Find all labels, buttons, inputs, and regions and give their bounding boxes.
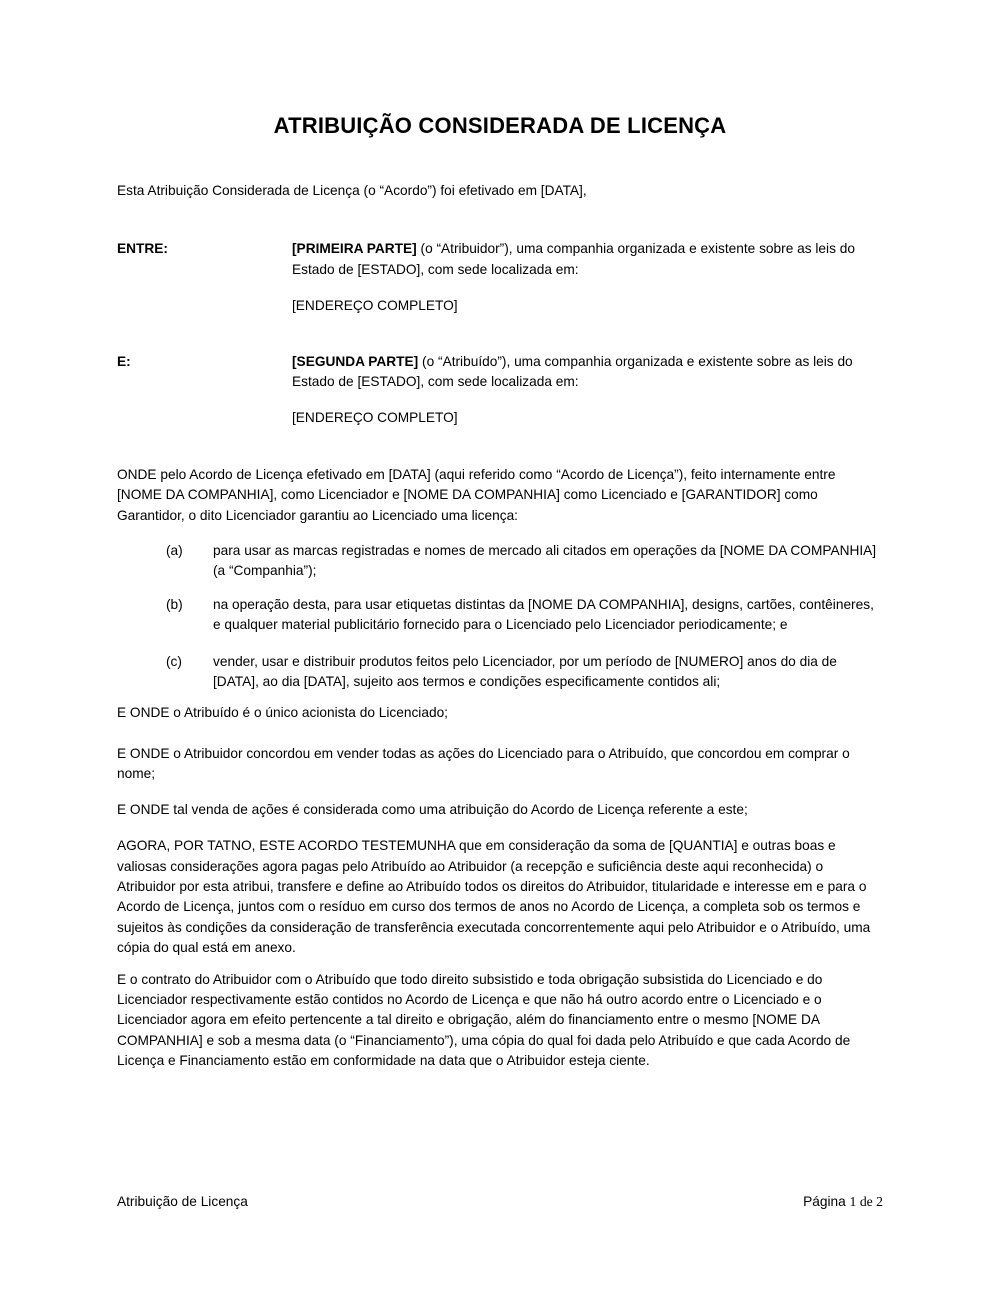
item-text-c: vender, usar e distribuir produtos feitos pelo Licenciador, por um período de [NUMERO] anos do dia de [DATA], ao dia [DATA], sujeito aos termos e condições especificamente contidos ali; xyxy=(213,653,837,690)
party-description-second xyxy=(292,352,883,393)
party-text-rest-first: (o “Atribuidor”), uma companhia organizada e existente sobre as leis do Estado de [ESTADO], com sede localizada em: xyxy=(292,241,855,277)
whereas-clause-2: E ONDE o Atribuidor concordou em vender todas as ações do Licenciado para o Atribuído, que concordou em comprar o nome; xyxy=(117,745,850,782)
license-item-c xyxy=(166,652,883,693)
party-label-entre: ENTRE: xyxy=(117,241,168,257)
item-text-a: para usar as marcas registradas e nomes de mercado ali citados em operações da [NOME DA COMPANHIA] (a “Companhia”); xyxy=(213,543,877,579)
whereas-clause-1: E ONDE o Atribuído é o único acionista do Licenciado; xyxy=(117,704,448,720)
item-marker-b: (b) xyxy=(166,596,183,612)
now-therefore-paragraph: AGORA, POR TATNO, ESTE ACORDO TESTEMUNHA que em consideração da soma de [QUANTIA] e outras boas e valiosas considerações agora pagas pelo Atribuído ao Atribuidor (a recepção e suficiência deste aqui reconhecida) o Atribuidor por esta atribui, transfere e define ao Atribuído todos os direitos do Atribuidor, titularidade e interesse em e para o Acordo de Licença, juntos com o resíduo em curso dos termos de anos no Acordo de Licença, a completa sob os termos e sujeitos às condições da consideração de transferência executada concorrentemente aqui pelo Atribuidor e o Atribuído, uma cópia do qual está em anexo. xyxy=(117,838,871,956)
party-label-e: E: xyxy=(117,353,131,369)
contract-clause-paragraph: E o contrato do Atribuidor com o Atribuído que todo direito subsistido e toda obrigação subsistida do Licenciado e do Licenciador respectivamente estão contidos no Acordo de Licença e que não há outro acordo entre o Licenciado e o Licenciador agora em efeito pertencente a tal direito e obrigação, além do financiamento entre o mesmo [NOME DA COMPANHIA] e sob a mesma data (o “Financiamento”), uma cópia do qual foi dada pelo Atribuído e que cada Acordo de Licença e Financiamento estão em conformidade na data que o Atribuidor esteja ciente. xyxy=(117,971,851,1069)
address-placeholder-first: [ENDEREÇO COMPLETO] xyxy=(292,298,458,314)
footer-page-number xyxy=(803,1192,883,1212)
page-footer xyxy=(117,1192,883,1212)
party-address-row-first xyxy=(117,296,883,316)
party-block-second xyxy=(117,352,883,393)
footer-page-value: 1 de 2 xyxy=(849,1194,883,1209)
party-text-rest-second: (o “Atribuído”), uma companhia organizada e existente sobre as leis do Estado de [ESTADO], com sede localizada em: xyxy=(292,353,853,390)
license-item-b xyxy=(166,595,883,636)
document-content xyxy=(117,0,883,1072)
document-title: ATRIBUIÇÃO CONSIDERADA DE LICENÇA xyxy=(273,113,727,138)
party-description-first xyxy=(292,239,883,280)
item-text-b: na operação desta, para usar etiquetas distintas da [NOME DA COMPANHIA], designs, cartões, contêineres, e qualquer material publicitário fornecido para o Licenciado pelo Licenciador periodicamente; e xyxy=(213,596,874,633)
address-placeholder-second: [ENDEREÇO COMPLETO] xyxy=(292,410,458,426)
party-label-spacer xyxy=(117,408,292,428)
footer-page-label: Página xyxy=(803,1194,850,1209)
recital-paragraph: ONDE pelo Acordo de Licença efetivado em [DATA] (aqui referido como “Acordo de Licença”), feito internamente entre [NOME DA COMPANHIA], como Licenciador e [NOME DA COMPANHIA] como Licenciado e [GARANTIDOR] como Garantidor, o dito Licenciador garantiu ao Licenciado uma licença: xyxy=(117,466,836,523)
item-marker-a: (a) xyxy=(166,543,183,559)
license-item-a xyxy=(166,541,883,582)
whereas-clause-3: E ONDE tal venda de ações é considerada como uma atribuição do Acordo de Licença referente a este; xyxy=(117,801,748,817)
party-address-row-second xyxy=(117,408,883,428)
party-block-first xyxy=(117,239,883,280)
intro-paragraph: Esta Atribuição Considerada de Licença (o “Acordo”) foi efetivado em [DATA], xyxy=(117,183,587,198)
item-marker-c: (c) xyxy=(166,653,182,669)
party-name-placeholder-first: [PRIMEIRA PARTE] xyxy=(292,241,417,257)
party-label-spacer xyxy=(117,296,292,316)
party-name-placeholder-second: [SEGUNDA PARTE] xyxy=(292,353,419,369)
footer-doc-title: Atribuição de Licença xyxy=(117,1194,248,1209)
